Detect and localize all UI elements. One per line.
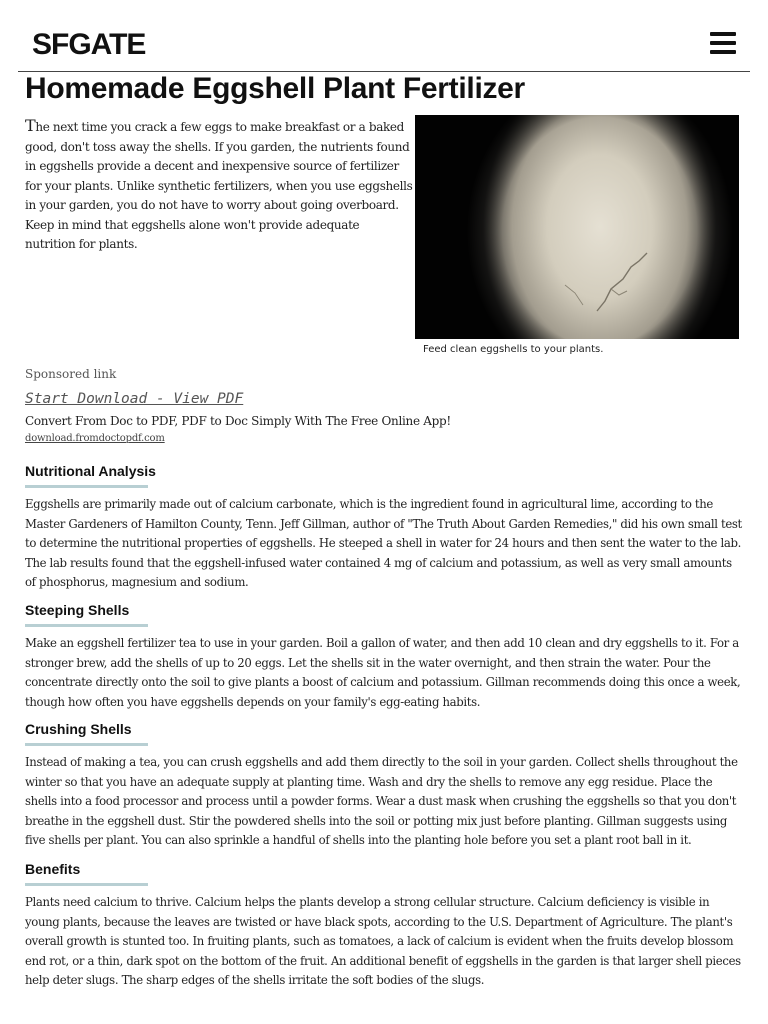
section-divider [25,883,148,886]
section-body-steeping-shells: Make an eggshell fertilizer tea to use in your garden. Boil a gallon of water, and then add 10 clean and dry eggshells to it. For a stronger brew, add the shells of up to 20 eggs. Let the shells sit in the water overnight, and then strain the water. Pour the concentrate directly onto the soil to give plants a boost of calcium and potassium. Gillman recommends doing this once a week, though how often you have eggshells depends on your family's egg-eating habits. [25,636,741,709]
intro-first-letter: T [25,116,36,135]
section-divider [25,624,148,627]
site-header [18,0,750,72]
hamburger-menu-icon[interactable] [710,32,736,54]
image-caption: Feed clean eggshells to your plants. [423,344,604,355]
section-divider [25,743,148,746]
section-heading-steeping-shells: Steeping Shells [25,602,130,618]
section-heading-crushing-shells: Crushing Shells [25,721,132,737]
section-divider [25,485,148,488]
ad-url[interactable]: download.fromdoctopdf.com [25,433,165,444]
section-heading-nutritional-analysis: Nutritional Analysis [25,463,156,479]
ad-description: Convert From Doc to PDF, PDF to Doc Simply With The Free Online App! [25,414,451,428]
site-logo[interactable]: SFGATE [32,28,146,61]
section-body-crushing-shells: Instead of making a tea, you can crush eggshells and add them directly to the soil in your garden. Collect shells throughout the winter so that you have an adequate supply at planting time. Wash and dry the shells to remove any egg residue. Place the shells into a food processor and process until a powder forms. Wear a dust mask when crushing the eggshells so that you don't breathe in the eggshell dust. Stir the powdered shells into the soil or potting mix just before planting. Gillman suggests using five shells per plant. You can also sprinkle a handful of shells into the planting hole before you set a plant root ball in it. [25,755,738,847]
intro-text: he next time you crack a few eggs to make breakfast or a baked good, don't toss away the shells. If you garden, the nutrients found in eggshells provide a decent and inexpensive source of fertilizer for your plants. Unlike synthetic fertilizers, when you use eggshells in your garden, you do not have to worry about going overboard. Keep in mind that eggshells alone won't provide adequate nutrition for plants. [25,120,413,251]
ad-link[interactable]: Start Download - View PDF [25,391,244,407]
eggshell-crack [415,115,739,339]
article-title: Homemade Eggshell Plant Fertilizer [25,72,525,105]
section-body-benefits: Plants need calcium to thrive. Calcium helps the plants develop a strong cellular structure. Calcium deficiency is visible in young plants, because the leaves are twisted or have black spots, according to the U.S. Department of Agriculture. The plant's overall growth is stunted too. In fruiting plants, such as tomatoes, a lack of calcium is evident when the fruits develop blossom end rot, or a thin, dark spot on the bottom of the fruit. An additional benefit of eggshells in the garden is that larger shell pieces help deter slugs. The sharp edges of the shells irritate the soft bodies of the slugs. [25,895,741,987]
section-heading-benefits: Benefits [25,861,81,877]
section-body-nutritional-analysis: Eggshells are primarily made out of calcium carbonate, which is the ingredient found in agricultural lime, according to the Master Gardeners of Hamilton County, Tenn. Jeff Gillman, author of "The Truth About Garden Remedies," did his own small test to determine the nutritional properties of eggshells. He steeped a shell in water for 24 hours and then sent the water to the lab. The lab results found that the eggshell-infused water contained 4 mg of calcium and potassium, as well as very small amounts of phosphorus, magnesium and sodium. [25,497,742,589]
sponsored-label: Sponsored link [25,367,117,381]
eggshell-photo [415,115,739,339]
article-intro [25,116,413,255]
